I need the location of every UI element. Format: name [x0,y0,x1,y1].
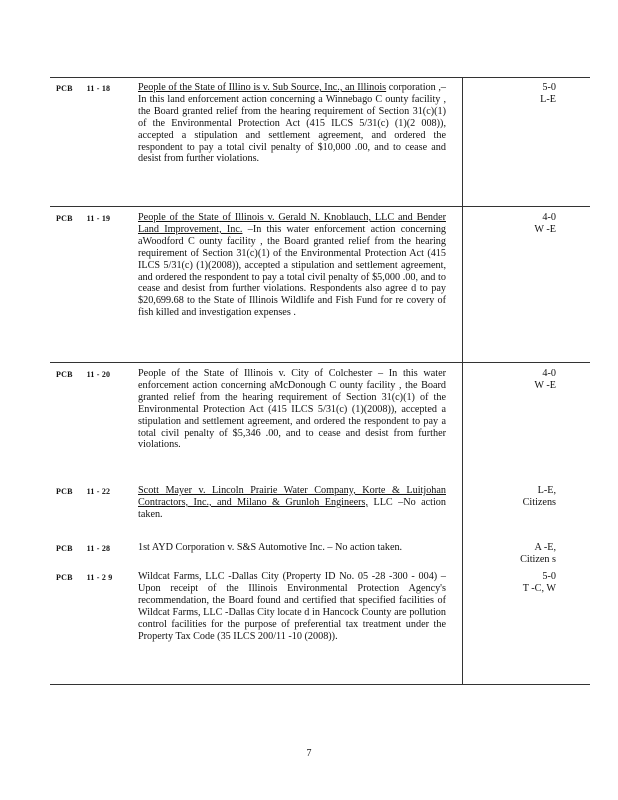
case-number: PCB 11 - 2 9 [56,573,113,582]
case-body: 1st AYD Corporation v. S&S Automotive Inc. – No action taken. [138,542,403,553]
case-title: Scott Mayer v. Lincoln Prairie Water Company, Korte & Luitjohan Contractors, Inc., and Milano & Grunloh Engineers, [138,485,446,508]
case-vote: 4-0 W -E [534,368,556,391]
table-bottom-border [50,684,590,685]
case-body: Wildcat Farms, LLC -Dallas City (Property ID No. 05 -28 -300 - 004) –Upon receipt of the Illinois Environmental Protection Agency's recommendation, the Board found and certified that specified facilities of Wildcat Farms, LLC -Dallas City locate d in Hancock County are pollution control facilities for the purpose of preferential tax treatment under the Property Tax Code (35 ILCS 200/11 -10 (2008)). [138,571,446,642]
case-description [138,368,446,451]
case-description [138,571,446,642]
case-body: People of the State of Illinois v. City of Colchester – In this water enforcement action concerning aMcDonough C ounty facility , the Board granted relief from the hearing requirement of Section 31(c)(1) of the Environmental Protection Act (415 ILCS 5/31(c) (1)(2008)), accepted a stipulation and settlement agreement, and ordered the respondent to pay a total civil penalty of $5,346 .00, and to cease and desist from further violations. [138,368,446,451]
case-vote: 5-0 L-E [540,82,556,105]
case-vote: 4-0 W -E [534,212,556,235]
case-number: PCB 11 - 22 [56,487,111,496]
page-number: 7 [306,748,312,759]
case-number: PCB 11 - 18 [56,84,111,93]
case-description [138,212,446,319]
case-number: PCB 11 - 20 [56,370,111,379]
row-divider [50,362,590,363]
case-body: LLC –No action taken. [138,496,446,520]
case-body: –In this water enforcement action concerning aWoodford C ounty facility , the Board granted relief from the hearing requirement of Section 31(c)(1) of the Environmental Protection Act (415 ILCS 5/31(c) (1)(2008)), accepted a stipulation and settlement agreement, and ordered the respondent to pay a total civil penalty of $5,000 .00, and to cease and desist from further violations. Respondents also agree d to pay $20,699.68 to the State of Illinois Wildlife and Fish Fund for re covery of fish killed and investigation expenses . [138,223,447,319]
case-number: PCB 11 - 28 [56,544,111,553]
case-body: corporation ,–In this land enforcement action concerning a Winnebago C ounty facility , the Board granted relief from the hearing requirement of Section 31(c)(1) of the Environmental Protection Act (415 ILCS 5/31(c) (1)(2 008)), accepted a stipulation and settlement agreement, and ordered the respondent to pay a total civil penalty of $10,000 .00, and to cease and desist from further violations. [138,82,446,165]
case-description [138,82,446,165]
case-description [138,485,446,521]
row-divider [50,206,590,207]
case-title: People of the State of Illinois v. Gerald N. Knoblauch, LLC and Bender Land Improvement, Inc. [138,212,446,235]
table-column-divider [462,77,463,685]
case-title: People of the State of Illino is v. Sub Source, Inc., an Illinois [138,82,387,93]
case-vote: L-E, Citizens [522,485,556,508]
case-description [138,542,446,554]
table-top-border [50,77,590,78]
case-vote: 5-0 T -C, W [522,571,556,594]
case-number: PCB 11 - 19 [56,214,111,223]
case-vote: A -E, Citizen s [520,542,556,565]
